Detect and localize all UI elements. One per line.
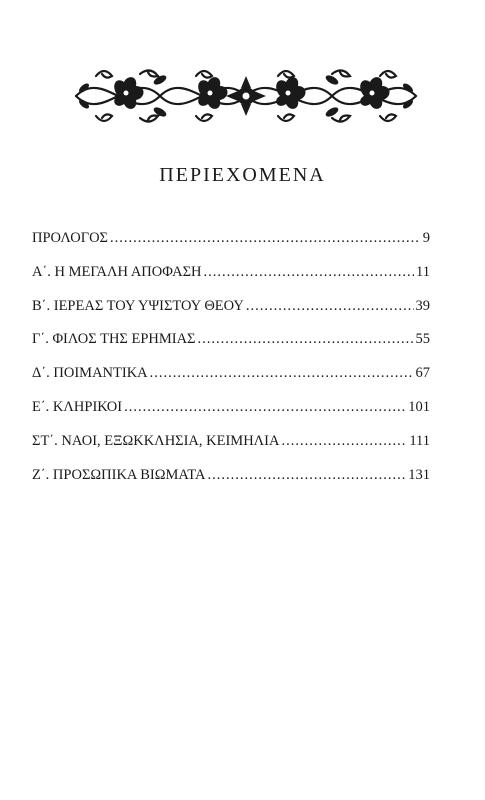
toc-entry[interactable] [32, 331, 430, 365]
dot-leader [207, 467, 406, 484]
dot-leader [150, 365, 414, 382]
dot-leader [246, 298, 414, 315]
toc-entry-page: 67 [415, 365, 430, 382]
toc-entry-label: ΠΡΟΛΟΓΟΣ [32, 230, 108, 246]
floral-vine-ornament-icon [74, 62, 418, 130]
dot-leader [281, 433, 407, 450]
dot-leader [204, 264, 415, 281]
toc-entry-label: ΣΤ΄. ΝΑΟΙ, ΕΞΩΚΚΛΗΣΙΑ, ΚΕΙΜΗΛΙΑ [32, 432, 280, 449]
toc-entry[interactable] [32, 433, 430, 467]
toc-entry-page: 39 [415, 297, 430, 314]
toc-entry-label: Β΄. ΙΕΡΕΑΣ ΤΟΥ ΥΨΙΣΤΟΥ ΘΕΟΥ [32, 297, 244, 314]
toc-entry[interactable] [32, 264, 430, 298]
dot-leader [198, 331, 414, 348]
toc-entry[interactable] [32, 298, 430, 332]
toc-entry-label: Ζ΄. ΠΡΟΣΩΠΙΚΑ ΒΙΩΜΑΤΑ [32, 466, 206, 483]
page-title: ΠΕΡΙΕΧΟΜΕΝΑ [159, 164, 326, 186]
toc-entry-page: 55 [415, 331, 430, 348]
toc-entry-page: 101 [408, 398, 430, 415]
toc-entry-label: Ε΄. ΚΛΗΡΙΚΟΙ [32, 398, 123, 415]
toc-entry-page: 11 [416, 263, 430, 280]
toc-entry-page: 9 [422, 230, 430, 246]
toc-entry-label: Γ΄. ΦΙΛΟΣ ΤΗΣ ΕΡΗΜΙΑΣ [32, 331, 196, 348]
toc-entry-page: 131 [408, 466, 430, 483]
dot-leader [124, 399, 406, 416]
toc-entry-label: Α΄. Η ΜΕΓΑΛΗ ΑΠΟΦΑΣΗ [32, 263, 202, 280]
toc-entry-page: 111 [409, 432, 430, 449]
toc-entry[interactable] [32, 399, 430, 433]
toc-entry[interactable] [32, 230, 430, 264]
dot-leader [110, 230, 421, 247]
toc-entry[interactable] [32, 467, 430, 501]
toc-entry[interactable] [32, 365, 430, 399]
table-of-contents [32, 230, 430, 500]
toc-entry-label: Δ΄. ΠΟΙΜΑΝΤΙΚΑ [32, 365, 148, 382]
